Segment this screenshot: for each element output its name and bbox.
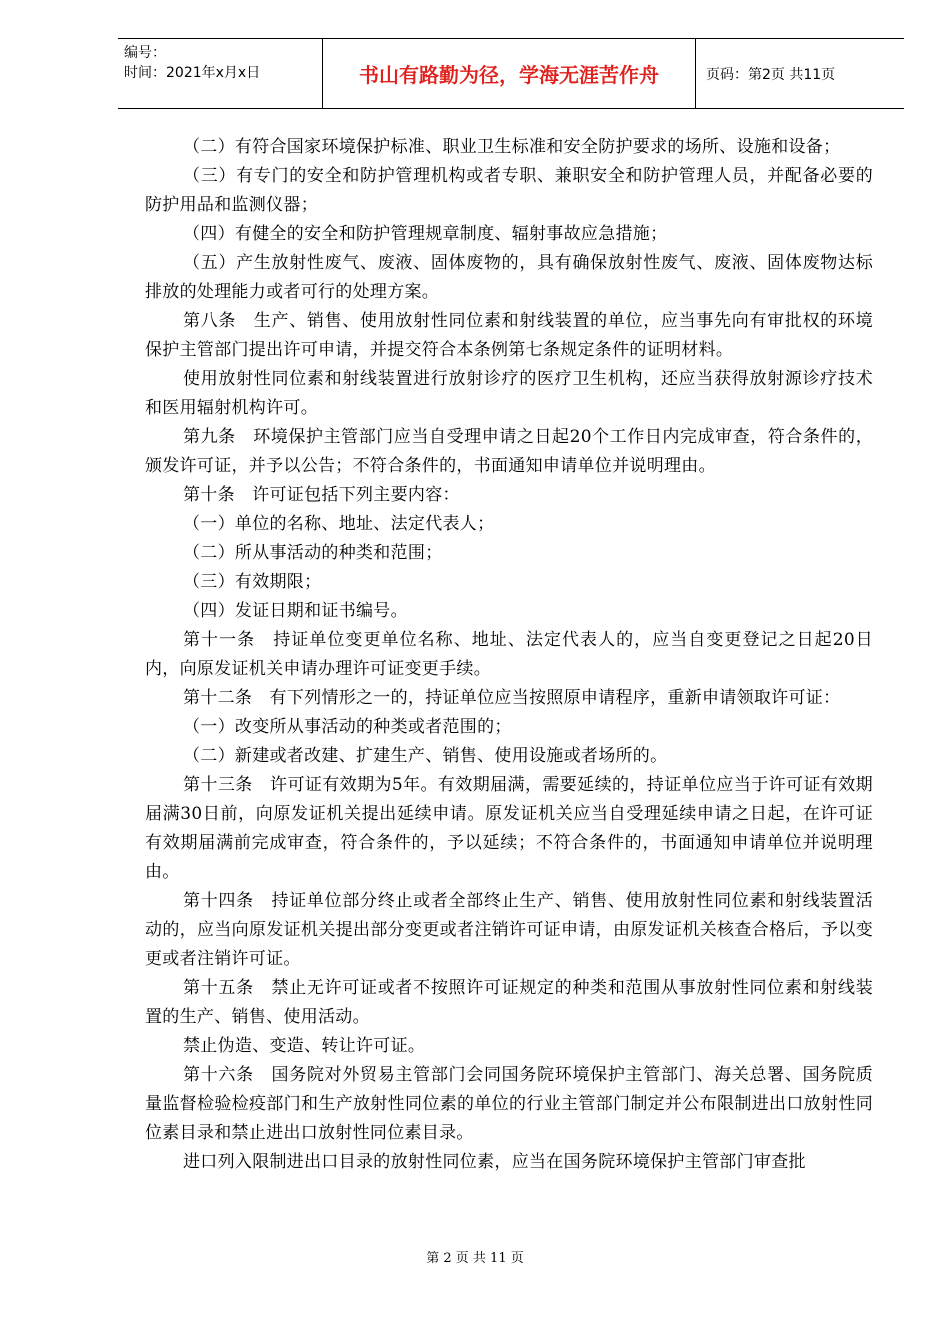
paragraph: 第八条 生产、销售、使用放射性同位素和射线装置的单位，应当事先向有审批权的环境保护主管部门提出许可申请，并提交符合本条例第七条规定条件的证明材料。 — [145, 311, 873, 360]
paragraph: 第九条 环境保护主管部门应当自受理申请之日起20个工作日内完成审查，符合条件的，颁发许可证，并予以公告；不符合条件的，书面通知申请单位并说明理由。 — [145, 427, 873, 476]
header-motto: 书山有路勤为径，学海无涯苦作舟 — [323, 39, 696, 108]
paragraph: 第十四条 持证单位部分终止或者全部终止生产、销售、使用放射性同位素和射线装置活动的，应当向原发证机关提出部分变更或者注销许可证申请，由原发证机关核查合格后，予以变更或者注销许可证。 — [145, 891, 873, 969]
serial-number-label: 编号： — [124, 45, 166, 61]
paragraph: （二）有符合国家环境保护标准、职业卫生标准和安全防护要求的场所、设施和设备； — [183, 137, 841, 157]
paragraph: （四）有健全的安全和防护管理规章制度、辐射事故应急措施； — [183, 224, 668, 244]
paragraph: （四）发证日期和证书编号。 — [183, 601, 408, 621]
time-label: 时间：2021年x月x日 — [124, 65, 261, 81]
paragraph: 第十三条 许可证有效期为5年。有效期届满，需要延续的，持证单位应当于许可证有效期届满30日前，向原发证机关提出延续申请。原发证机关应当自受理延续申请之日起，在许可证有效期届满前完成审查，符合条件的，予以延续；不符合条件的，书面通知申请单位并说明理由。 — [145, 775, 873, 882]
page-footer: 第 2 页 共 11 页 — [426, 1251, 524, 1266]
paragraph: （一）改变所从事活动的种类或者范围的； — [183, 717, 512, 737]
paragraph: （二）所从事活动的种类和范围； — [183, 543, 443, 563]
header-page-number: 页码：第2页 共11页 — [706, 66, 836, 83]
document-body — [145, 133, 873, 1177]
paragraph: （五）产生放射性废气、废液、固体废物的，具有确保放射性废气、废液、固体废物达标排放的处理能力或者可行的处理方案。 — [145, 253, 873, 302]
paragraph: （三）有专门的安全和防护管理机构或者专职、兼职安全和防护管理人员，并配备必要的防护用品和监测仪器； — [145, 166, 873, 215]
paragraph: 第十二条 有下列情形之一的，持证单位应当按照原申请程序，重新申请领取许可证： — [183, 688, 841, 708]
paragraph: 第十五条 禁止无许可证或者不按照许可证规定的种类和范围从事放射性同位素和射线装置的生产、销售、使用活动。 — [145, 978, 873, 1027]
paragraph: 第十六条 国务院对外贸易主管部门会同国务院环境保护主管部门、海关总署、国务院质量监督检验检疫部门和生产放射性同位素的单位的行业主管部门制定并公布限制进出口放射性同位素目录和禁止进出口放射性同位素目录。 — [145, 1065, 873, 1143]
paragraph: （二）新建或者改建、扩建生产、销售、使用设施或者场所的。 — [183, 746, 668, 766]
paragraph: 第十条 许可证包括下列主要内容： — [183, 485, 460, 505]
paragraph: （一）单位的名称、地址、法定代表人； — [183, 514, 495, 534]
paragraph: 进口列入限制进出口目录的放射性同位素，应当在国务院环境保护主管部门审查批 — [183, 1152, 806, 1172]
page-header — [118, 38, 904, 109]
paragraph: （三）有效期限； — [183, 572, 322, 592]
paragraph: 禁止伪造、变造、转让许可证。 — [183, 1036, 426, 1056]
paragraph: 第十一条 持证单位变更单位名称、地址、法定代表人的，应当自变更登记之日起20日内，向原发证机关申请办理许可证变更手续。 — [145, 630, 873, 679]
header-info-cell — [118, 39, 323, 108]
paragraph: 使用放射性同位素和射线装置进行放射诊疗的医疗卫生机构，还应当获得放射源诊疗技术和医用辐射机构许可。 — [145, 369, 873, 418]
